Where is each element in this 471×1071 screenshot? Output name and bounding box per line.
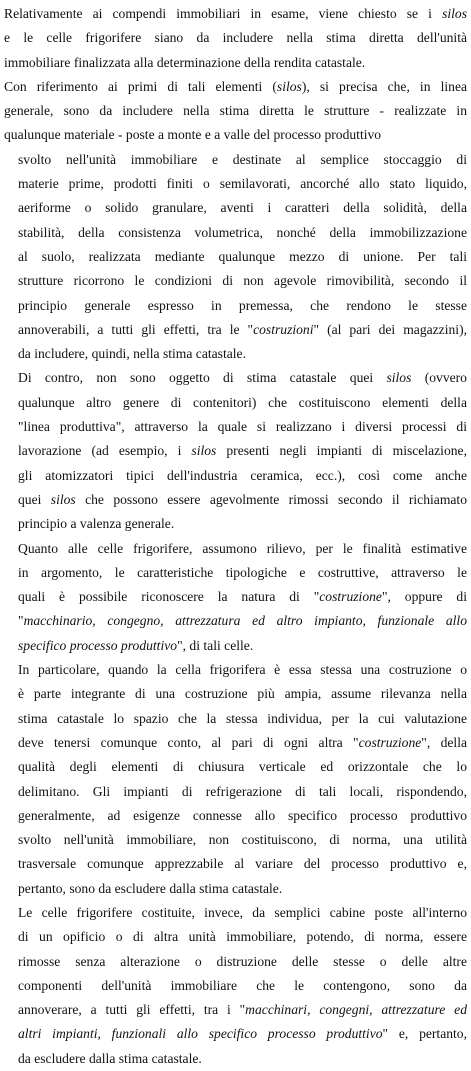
text-line	[18, 682, 467, 706]
text-run: Con riferimento ai primi di tali elementi (	[4, 78, 277, 94]
paragraph	[4, 2, 467, 75]
text-run: gli atomizzatori tipici dell'industria ceramica, ecc.), così come anche	[18, 467, 467, 483]
text-run: In particolare, quando la cella frigorifera è essa stessa una costruzione o	[18, 662, 467, 678]
text-line	[18, 488, 467, 512]
text-run: generale, sono da includere nella stima diretta le strutture - realizzate in	[4, 103, 467, 119]
italic-run: silos	[276, 78, 302, 94]
text-run: rimosse senza alterazione o distruzione delle stesse o delle altre	[18, 953, 467, 969]
text-line	[18, 221, 467, 245]
text-run: ), si precisa che, in linea	[301, 78, 468, 94]
text-line	[18, 1047, 467, 1071]
text-line	[18, 245, 467, 269]
text-run: Quanto alle celle frigorifere, assumono rilievo, per le finalità estimative	[18, 540, 467, 556]
text-run: " e, pertanto,	[382, 1026, 467, 1042]
text-line	[18, 1022, 467, 1046]
text-run: componenti dell'unità immobiliare che le contengono, sono da	[18, 977, 467, 993]
text-run: delimitano. Gli impianti di refrigerazione di tali locali, rispondendo,	[18, 783, 467, 799]
text-run: qualunque altro genere di contenitori) che costituiscono elementi della	[18, 394, 467, 410]
text-line	[18, 828, 467, 852]
text-run: immobiliare finalizzata alla determinazione della rendita catastale.	[4, 54, 366, 70]
italic-run: costruzioni	[253, 321, 314, 337]
text-line	[4, 2, 467, 26]
text-line	[18, 537, 467, 561]
text-run: da includere, quindi, nella stima catastale.	[18, 346, 246, 362]
text-line	[18, 415, 467, 439]
text-run: generalmente, ad esigenze connesse allo specifico processo produttivo	[18, 807, 467, 823]
text-line	[18, 585, 467, 609]
text-run: Di contro, non sono oggetto di stima catastale quei	[18, 370, 387, 386]
text-run: svolto nell'unità immobiliare, non costituiscono, di norma, una utilità	[18, 832, 467, 848]
text-run: ", della	[421, 734, 468, 750]
paragraph	[4, 658, 467, 901]
text-run: qualità degli elementi di chiusura verticale ed orizzontale che lo	[18, 759, 467, 775]
text-line	[18, 512, 467, 536]
text-run: e le celle frigorifere siano da includere nella stima diretta dell'unità	[4, 30, 467, 46]
paragraph	[4, 901, 467, 1071]
text-run: aeriforme o solido granulare, aventi i caratteri della solidità, della	[18, 200, 467, 216]
text-line	[18, 294, 467, 318]
text-run: trasversale comunque apprezzabile al variare del processo produttivo e,	[18, 856, 467, 872]
text-line	[18, 731, 467, 755]
text-line	[18, 391, 467, 415]
text-run: di un opificio o di altra unità immobiliare, potendo, di norma, essere	[18, 929, 467, 945]
text-line	[4, 26, 467, 50]
text-line	[4, 99, 467, 123]
text-line	[18, 950, 467, 974]
text-line	[18, 196, 467, 220]
text-run: lavorazione (ad esempio, i	[18, 443, 192, 459]
text-line	[18, 974, 467, 998]
text-run: principio a valenza generale.	[18, 516, 175, 532]
italic-run: costruzione	[358, 734, 422, 750]
text-run: da escludere dalla stima catastale.	[18, 1050, 202, 1066]
text-line	[4, 75, 467, 99]
text-line	[18, 755, 467, 779]
paragraph	[4, 75, 467, 148]
paragraph	[4, 148, 467, 367]
text-line	[18, 658, 467, 682]
text-line	[18, 318, 467, 342]
text-run: strutture ricorrono le condizioni di non agevole rimovibilità, secondo il	[18, 273, 467, 289]
text-line	[18, 269, 467, 293]
text-line	[18, 609, 467, 633]
italic-run: specifico processo produttivo	[18, 637, 178, 653]
text-run: ", di tali celle.	[177, 637, 254, 653]
text-run: è parte integrante di una costruzione più ampia, assume rilevanza nella	[18, 686, 467, 702]
text-run: ", oppure di	[381, 589, 467, 605]
text-line	[18, 634, 467, 658]
text-run: "linea produttiva", attraverso la quale si realizzano i diversi processi di	[18, 419, 467, 435]
text-run: pertanto, sono da escludere dalla stima catastale.	[18, 880, 283, 896]
paragraph	[4, 537, 467, 658]
text-run: qualunque materiale - poste a monte e a valle del processo produttivo	[4, 127, 382, 143]
italic-run: macchinari, congegni, attrezzature ed	[245, 1002, 467, 1018]
text-run: deve tenersi comunque conto, al pari di ogni altra "	[18, 734, 359, 750]
paragraph	[4, 366, 467, 536]
text-run: che possono essere agevolmente rimossi secondo il richiamato	[75, 491, 467, 507]
text-line	[18, 707, 467, 731]
text-line	[4, 123, 467, 147]
text-run: stabilità, della consistenza volumetrica, nonché della immobilizzazione	[18, 224, 467, 240]
text-line	[18, 901, 467, 925]
text-run: Le celle frigorifere costituite, invece, da semplici cabine poste all'interno	[18, 904, 467, 920]
italic-run: silos	[191, 443, 217, 459]
text-line	[18, 804, 467, 828]
text-run: al suolo, realizzata mediante qualunque mezzo di unione. Per tali	[18, 248, 467, 264]
text-line	[4, 51, 467, 75]
text-line	[18, 852, 467, 876]
text-run: annoverare, a tutti gli effetti, tra i "	[18, 1002, 246, 1018]
text-run: stima catastale lo spazio che la stessa individua, per la cui valutazione	[18, 710, 467, 726]
text-run: in argomento, le caratteristiche tipologiche e costruttive, attraverso le	[18, 564, 467, 580]
text-run: materie prime, prodotti finiti o semilavorati, ancorché allo stato liquido,	[18, 176, 467, 192]
text-line	[18, 342, 467, 366]
text-line	[18, 464, 467, 488]
text-line	[18, 439, 467, 463]
text-run: svolto nell'unità immobiliare e destinate al semplice stoccaggio di	[18, 151, 467, 167]
text-line	[18, 561, 467, 585]
text-line	[18, 172, 467, 196]
text-line	[18, 148, 467, 172]
text-line	[18, 925, 467, 949]
italic-run: silos	[442, 6, 467, 21]
text-line	[18, 366, 467, 390]
italic-run: silos	[50, 491, 76, 507]
text-run: presenti negli impianti di miscelazione,	[216, 443, 467, 459]
text-run: " (al pari dei magazzini),	[313, 321, 467, 337]
text-run: quali è possibile riconoscere la natura di "	[18, 589, 320, 605]
text-run: Relativamente ai compendi immobiliari in esame, viene chiesto se i	[4, 6, 443, 21]
italic-run: silos	[386, 370, 412, 386]
text-run: (ovvero	[411, 370, 467, 386]
text-run: annoverabili, a tutti gli effetti, tra le "	[18, 321, 254, 337]
text-run: quei	[18, 491, 51, 507]
italic-run: costruzione	[319, 589, 382, 605]
text-line	[18, 877, 467, 901]
text-line	[18, 780, 467, 804]
text-run: "	[18, 613, 24, 629]
italic-run: macchinario, congegno, attrezzatura ed altro impianto, funzionale allo	[23, 613, 467, 629]
text-line	[18, 998, 467, 1022]
italic-run: altri impianti, funzionali allo specifico processo produttivo	[18, 1026, 383, 1042]
text-run: principio generale espresso in premessa, che rendono le stesse	[18, 297, 467, 313]
